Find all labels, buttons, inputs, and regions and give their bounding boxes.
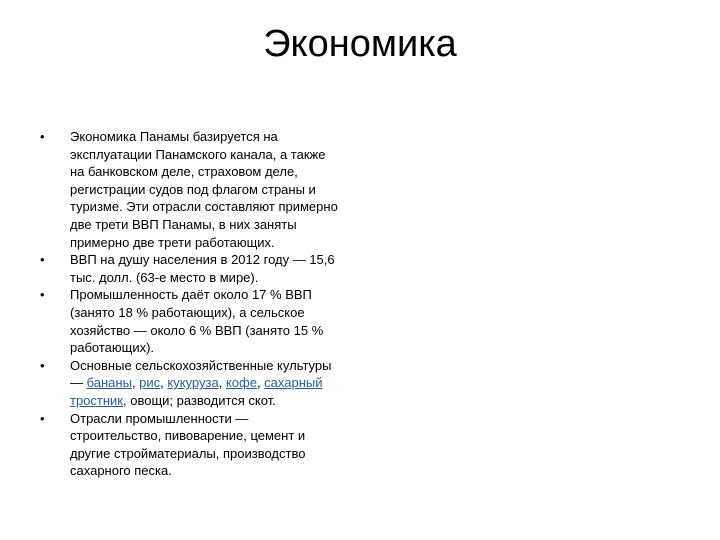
bullet-list — [40, 128, 340, 480]
bullet-text: Экономика Панамы базируется на эксплуатации Панамского канала, а также на банковском деле, страховом деле, регистрации судов под флагом страны и туризме. Эти отрасли составляют примерно две трети ВВП Панамы, в них заняты примерно две трети работающих. — [70, 129, 338, 250]
bullet-text: ВВП на душу населения в 2012 году — 15,6 тыс. долл. (63-е место в мире). — [70, 252, 335, 285]
slide-title — [0, 18, 720, 70]
link-separator: , — [218, 375, 226, 391]
bullet-item-industries — [40, 410, 340, 480]
link-bananas[interactable]: бананы — [86, 375, 132, 391]
link-coffee[interactable]: кофе — [225, 375, 257, 391]
slide-title-text: Экономика — [263, 23, 457, 65]
bullet-item-canal-economy — [40, 128, 340, 251]
link-rice[interactable]: рис — [139, 375, 161, 391]
bullet-item-crops — [40, 357, 340, 410]
link-separator: , — [131, 375, 140, 391]
link-sugarcane[interactable]: сахарный тростник — [70, 375, 323, 408]
bullet-dot-icon: • — [40, 287, 45, 303]
link-separator: , — [256, 375, 265, 391]
bullet-text-suffix: , овощи; разводится скот. — [123, 392, 276, 408]
bullet-text: Отрасли промышленности — строительство, пивоварение, цемент и другие стройматериалы, производство сахарного песка. — [70, 410, 306, 479]
bullet-dot-icon: • — [40, 357, 45, 373]
bullet-dot-icon: • — [40, 129, 45, 144]
bullet-item-gdp-per-capita — [40, 251, 340, 286]
bullet-dot-icon: • — [40, 410, 45, 426]
bullet-item-industry-share — [40, 286, 340, 356]
link-separator: , — [160, 375, 168, 391]
bullet-dot-icon: • — [40, 252, 45, 268]
bullet-text: Промышленность даёт около 17 % ВВП (занято 18 % работающих), а сельское хозяйство — около 6 % ВВП (занято 15 % работающих). — [70, 287, 324, 356]
link-corn[interactable]: кукуруза — [167, 375, 219, 391]
bullet-text-prefix: Основные сельскохозяйственные культуры — — [70, 357, 332, 391]
